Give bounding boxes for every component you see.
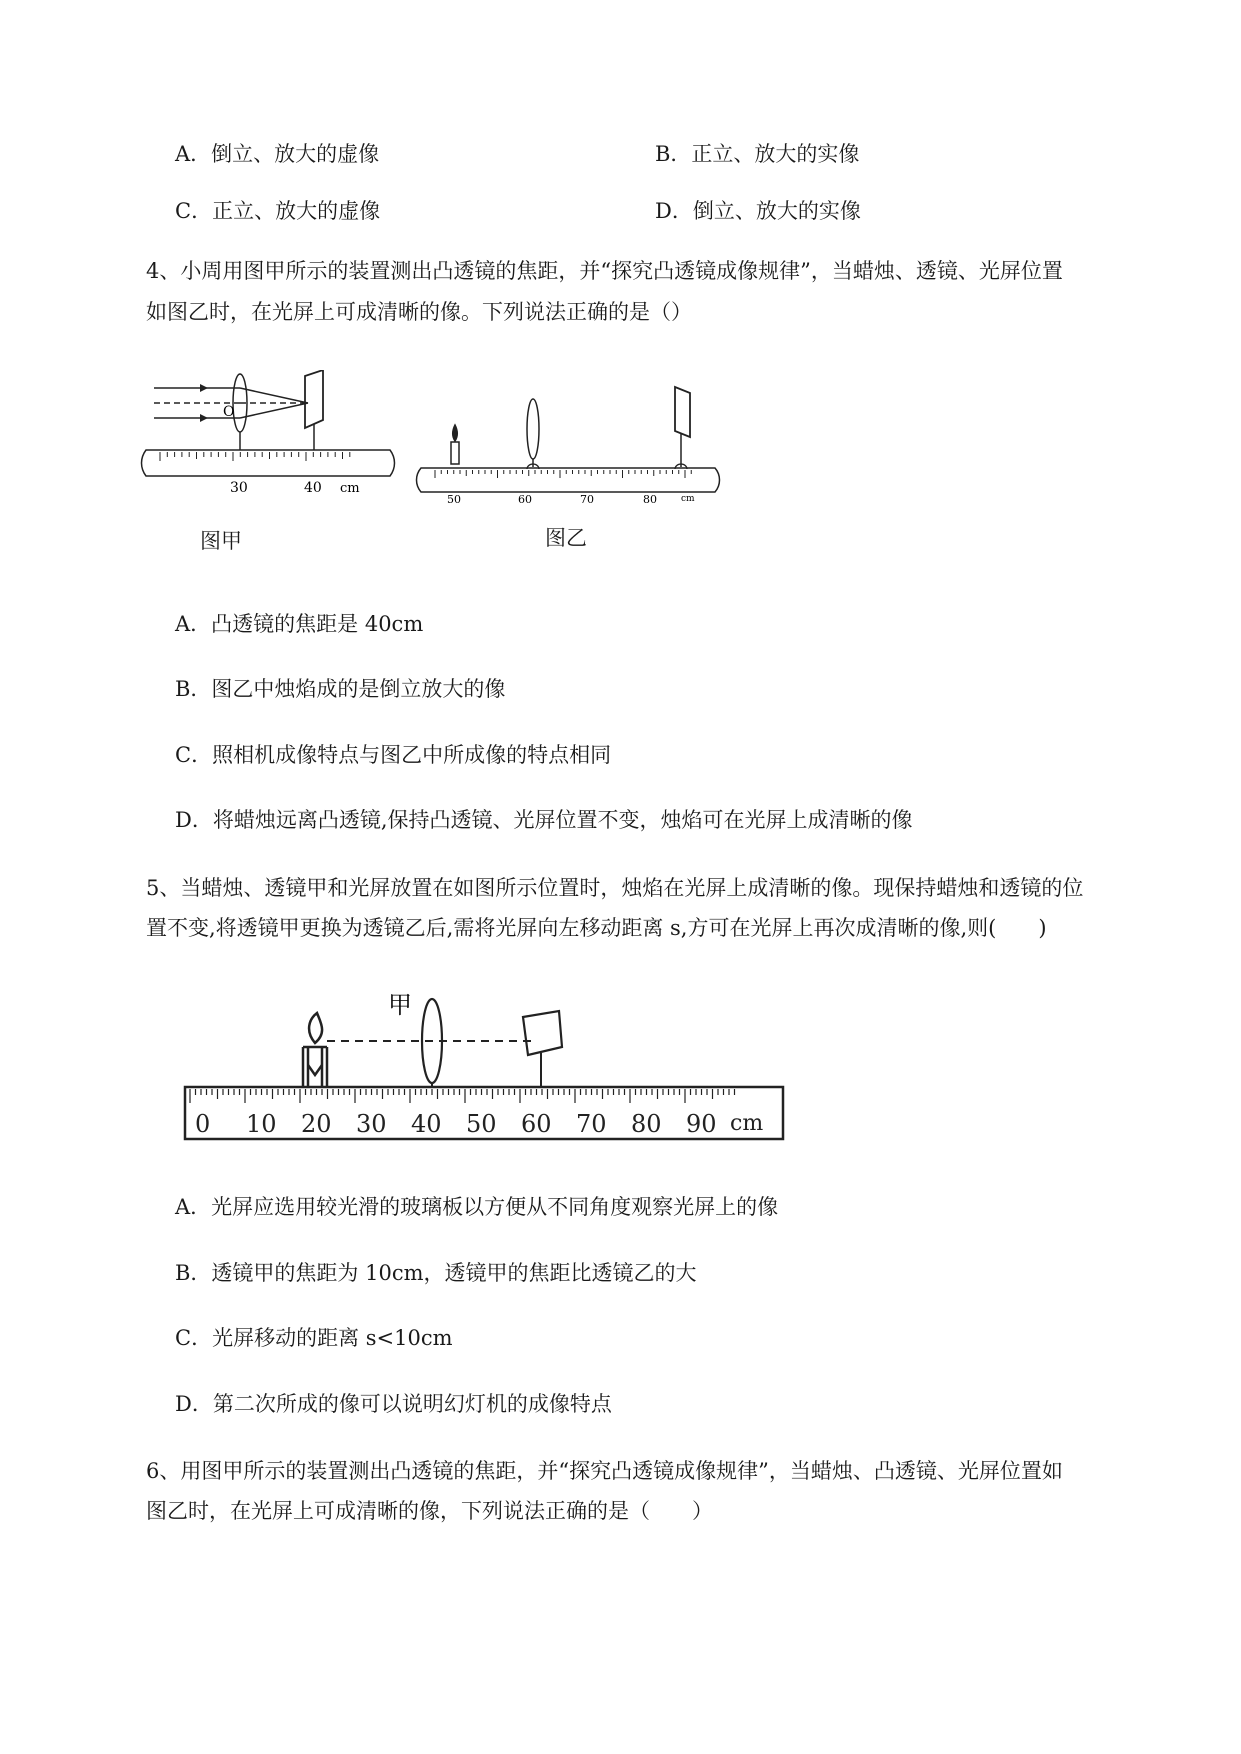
ruler-label-80: 80 xyxy=(631,1110,662,1138)
ruler-label-90: 90 xyxy=(686,1110,717,1138)
ruler-label-40: 40 xyxy=(411,1110,442,1138)
q4-option-a: A．凸透镜的焦距是 40cm xyxy=(175,612,424,636)
q5-option-a: A．光屏应选用较光滑的玻璃板以方便从不同角度观察光屏上的像 xyxy=(175,1195,779,1219)
optical-bench xyxy=(142,450,395,476)
ruler-label-60: 60 xyxy=(521,1110,552,1138)
lens-center-label: O xyxy=(223,404,235,420)
tick-label-40: 40 xyxy=(304,480,322,496)
q4-option-b: B．图乙中烛焰成的是倒立放大的像 xyxy=(175,677,506,701)
q4-option-c: C．照相机成像特点与图乙中所成像的特点相同 xyxy=(175,743,612,767)
light-screen xyxy=(305,370,323,428)
q5-stem-line1: 5、当蜡烛、透镜甲和光屏放置在如图所示位置时，烛焰在光屏上成清晰的像。现保持蜡烛和透镜的位 xyxy=(146,876,1084,900)
q4-stem-line1: 4、小周用图甲所示的装置测出凸透镜的焦距，并“探究凸透镜成像规律”，当蜡烛、透镜、光屏位置 xyxy=(146,259,1063,283)
candle-q5 xyxy=(303,1013,327,1087)
candle xyxy=(451,425,459,464)
q3-option-a: A．倒立、放大的虚像 xyxy=(175,142,380,166)
ruler-label-10: 10 xyxy=(246,1110,277,1138)
convex-lens-yi xyxy=(527,399,539,459)
ruler-label-70: 70 xyxy=(576,1110,607,1138)
q4-stem-line2: 如图乙时，在光屏上可成清晰的像。下列说法正确的是（） xyxy=(146,300,692,324)
ruler-label-30: 30 xyxy=(356,1110,387,1138)
tick-label-30: 30 xyxy=(230,480,248,496)
ruler-label-20: 20 xyxy=(301,1110,332,1138)
tick-label-80: 80 xyxy=(643,493,657,506)
q3-option-b: B．正立、放大的实像 xyxy=(655,142,860,166)
optical-bench-yi xyxy=(417,468,720,492)
q5-option-c: C．光屏移动的距离 s<10cm xyxy=(175,1326,453,1350)
q5-figure xyxy=(175,985,795,1145)
q6-stem-line1: 6、用图甲所示的装置测出凸透镜的焦距，并“探究凸透镜成像规律”，当蜡烛、凸透镜、光屏位置如 xyxy=(146,1459,1063,1483)
ruler-label-unit: cm xyxy=(730,1111,764,1136)
q5-option-d: D．第二次所成的像可以说明幻灯机的成像特点 xyxy=(175,1392,612,1416)
q4-option-d: D．将蜡烛远离凸透镜,保持凸透镜、光屏位置不变，烛焰可在光屏上成清晰的像 xyxy=(175,808,913,832)
q4-figure-yi xyxy=(415,385,725,510)
q5-option-b: B．透镜甲的焦距为 10cm，透镜甲的焦距比透镜乙的大 xyxy=(175,1261,697,1285)
light-screen-q5 xyxy=(523,1011,562,1055)
figure-caption-jia: 图甲 xyxy=(200,529,242,553)
q5-stem-line2: 置不变,将透镜甲更换为透镜乙后,需将光屏向左移动距离 s,方可在光屏上再次成清晰的像,则( ) xyxy=(146,916,1047,940)
q3-option-c: C．正立、放大的虚像 xyxy=(175,199,381,223)
q6-stem-line2: 图乙时，在光屏上可成清晰的像，下列说法正确的是（ ） xyxy=(146,1499,713,1523)
ruler-label-50: 50 xyxy=(466,1110,497,1138)
q4-figure-jia xyxy=(140,370,400,505)
figure-caption-yi: 图乙 xyxy=(545,526,587,550)
light-screen-yi xyxy=(675,387,690,437)
ruler-label-0: 0 xyxy=(195,1110,211,1138)
tick-label-unit: cm xyxy=(340,481,360,496)
tick-label-unit-yi: cm xyxy=(681,494,695,504)
q3-option-d: D．倒立、放大的实像 xyxy=(655,199,861,223)
tick-label-50: 50 xyxy=(447,493,461,506)
lens-jia-label: 甲 xyxy=(388,991,412,1019)
tick-label-60: 60 xyxy=(518,493,532,506)
tick-label-70: 70 xyxy=(580,493,594,506)
